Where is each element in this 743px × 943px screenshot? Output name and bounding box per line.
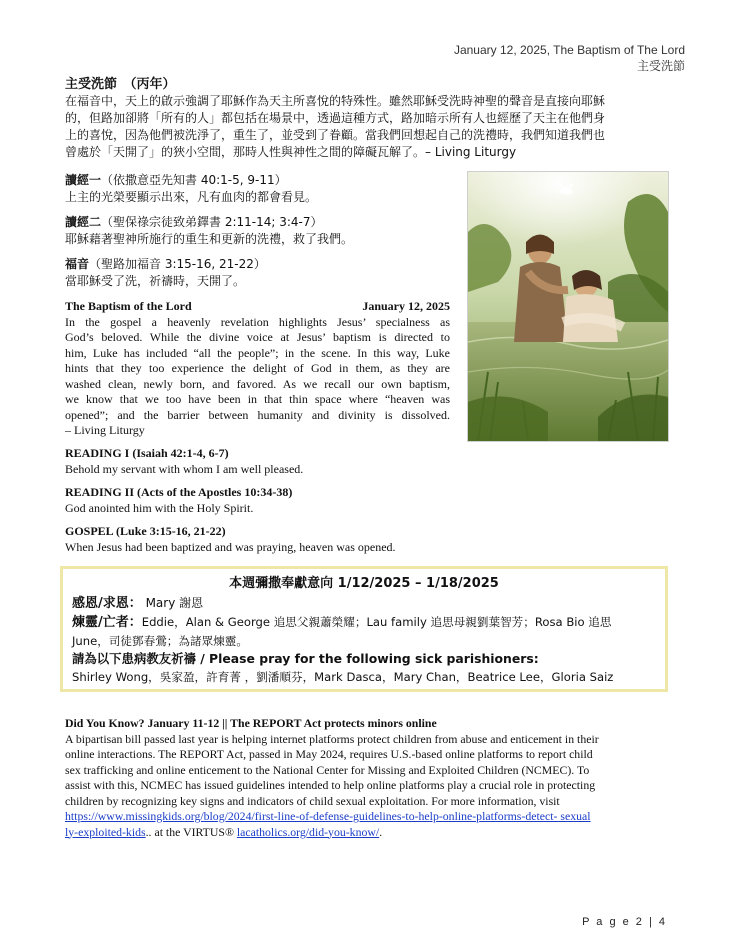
zh-reading-2-text: 耶穌藉著聖神所施行的重生和更新的洗禮，救了我們。 [65, 232, 354, 246]
zh-gospel-text: 當耶穌受了洗，祈禱時，天開了。 [65, 274, 246, 288]
dyk-last-line [65, 825, 695, 841]
sick-names: Shirley Wong，吳家盈，許育菁 ，劉潘順芬，Mark Dasca，Mary Chan，Beatrice Lee，Gloria Saiz [72, 670, 614, 684]
zh-intro-line: 的，但路加卻將「所有的人」都包括在場景中，透過這種方式，路加暗示所有人也經歷了天主在他們身 [65, 111, 606, 125]
en-gospel-title: GOSPEL (Luke 3:15-16, 21-22) [65, 524, 226, 538]
en-intro-heading [65, 299, 450, 315]
souls-row [72, 613, 657, 632]
en-intro-line: In the gospel a heavenly revelation highlights Jesus’ specialness as [65, 314, 450, 329]
souls-line-1: Eddie，Alan & George 追思父親蕭榮耀；Lau family 追思母親劉葉智芳；Rosa Bio 追思 [141, 615, 612, 629]
dyk-line: A bipartisan bill passed last year is helping internet platforms protect children from abuse and enticement in their [65, 731, 599, 746]
en-reading-1-title: READING I (Isaiah 42:1-4, 6-7) [65, 446, 229, 460]
baptism-painting-icon [468, 172, 668, 441]
en-intro-line: washed clean, newly born, and favored. As we recall our own baptism, [65, 376, 450, 391]
zh-reading-1-ref: （依撒意亞先知書 40:1-5, 9-11） [101, 173, 287, 187]
lacatholics-link[interactable]: lacatholics.org/did-you-know/ [236, 824, 380, 839]
page-number: P a g e 2 | 4 [582, 916, 667, 928]
zh-readings [65, 172, 460, 290]
en-intro-line: – Living Liturgy [65, 423, 145, 437]
sick-title: 請為以下患病教友祈禱 / Please pray for the following sick parishioners: [72, 651, 539, 666]
en-readings [65, 446, 460, 555]
en-gospel-text: When Jesus had been baptized and was praying, heaven was opened. [65, 539, 396, 554]
en-reading-1-text: Behold my servant with whom I am well pleased. [65, 461, 304, 476]
dyk-line: children by recognizing key signs and indicators of child sexual exploitation. For more information, visit [65, 793, 560, 808]
en-intro-section [65, 299, 450, 439]
zh-reading-2 [65, 214, 460, 231]
zh-intro-line: 曾處於「天開了」的狹小空間，那時人性與神性之間的障礙瓦解了。– Living Liturgy [65, 145, 517, 159]
intentions-body [63, 592, 665, 686]
header-date-title: January 12, 2025, The Baptism of The Lord [453, 43, 685, 57]
souls-label: 煉靈/亡者： [72, 615, 142, 630]
en-reading-2-title: READING II (Acts of the Apostles 10:34-38) [65, 485, 293, 499]
zh-intro-title: 主受洗節 （丙年） [65, 77, 176, 92]
zh-intro-line: 在福音中，天上的啟示強調了耶穌作為天主所喜悅的特殊性。雖然耶穌受洗時神聖的聲音是直接向耶穌 [65, 94, 606, 108]
zh-reading-1-text: 上主的光榮要顯示出來，凡有血肉的都會看見。 [65, 190, 318, 204]
en-intro-date: January 12, 2025 [362, 299, 450, 313]
dyk-end-text: . [379, 824, 383, 839]
dyk-mid-text: .. at the VIRTUS® [145, 824, 237, 839]
intentions-title: 本週彌撒奉獻意向 1/12/2025 – 1/18/2025 [229, 576, 499, 591]
header-zh-title: 主受洗節 [636, 59, 685, 73]
mass-intentions-box [60, 566, 668, 692]
did-you-know-section [65, 716, 695, 840]
dyk-line: online interactions. The REPORT Act, passed in May 2024, requires U.S.-based online platforms to report child [65, 747, 593, 761]
thanks-row [72, 594, 657, 613]
missingkids-link-cont[interactable]: ly-exploited-kids [65, 824, 146, 839]
baptism-painting [467, 171, 669, 442]
running-header [454, 42, 685, 74]
en-intro-line: him, Luke has included “all the people”; in the scene. In this way, Luke [65, 345, 450, 360]
zh-reading-2-title: 讀經二 [65, 215, 102, 229]
zh-reading-1-title: 讀經一 [65, 173, 102, 187]
thanks-label: 感恩/求恩： [72, 596, 142, 611]
thanks-text: Mary 謝恩 [145, 596, 204, 610]
dyk-line: sex trafficking and online enticement to the National Center for Missing and Exploited Children (NCMEC). To [65, 762, 590, 777]
zh-reading-2-ref: （聖保祿宗徒致弟鐸書 2:11-14; 3:4-7） [101, 215, 323, 229]
zh-intro-line: 上的喜悅，因為他們被洗淨了，重生了，並受到了眷顧。當我們回想起自己的洗禮時，我們知道我們也 [65, 128, 606, 142]
en-intro-line: God’s beloved. While the divine voice at Jesus’ baptism is directed to [65, 330, 450, 344]
en-reading-2-text: God anointed him with the Holy Spirit. [65, 500, 254, 515]
en-intro-line: hints that they too experience the delight of God in them, as they are [65, 361, 450, 375]
zh-reading-1 [65, 172, 460, 189]
zh-intro-section [65, 76, 685, 161]
en-intro-line: we know that we too have been in that thin space where “heaven was [65, 392, 450, 406]
did-you-know-title: Did You Know? January 11-12 || The REPORT Act protects minors online [65, 716, 437, 730]
en-intro-line: opened”; and the barrier between humanity and divinity is dissolved. [65, 407, 450, 422]
zh-gospel-ref: （聖路加福音 3:15-16, 21-22） [89, 257, 266, 271]
zh-gospel-title: 福音 [65, 257, 90, 271]
zh-gospel [65, 256, 460, 273]
missingkids-link[interactable]: https://www.missingkids.org/blog/2024/first-line-of-defense-guidelines-to-help-online-platforms-detect- sexual [65, 809, 591, 823]
en-intro-title: The Baptism of the Lord [65, 299, 192, 313]
souls-line-2: June，司徒鄧春鶯；為諸眾煉靈。 [72, 634, 248, 648]
dyk-line: assist with this, NCMEC has issued guidelines intended to help online platforms play a crucial role in protecting [65, 778, 596, 792]
